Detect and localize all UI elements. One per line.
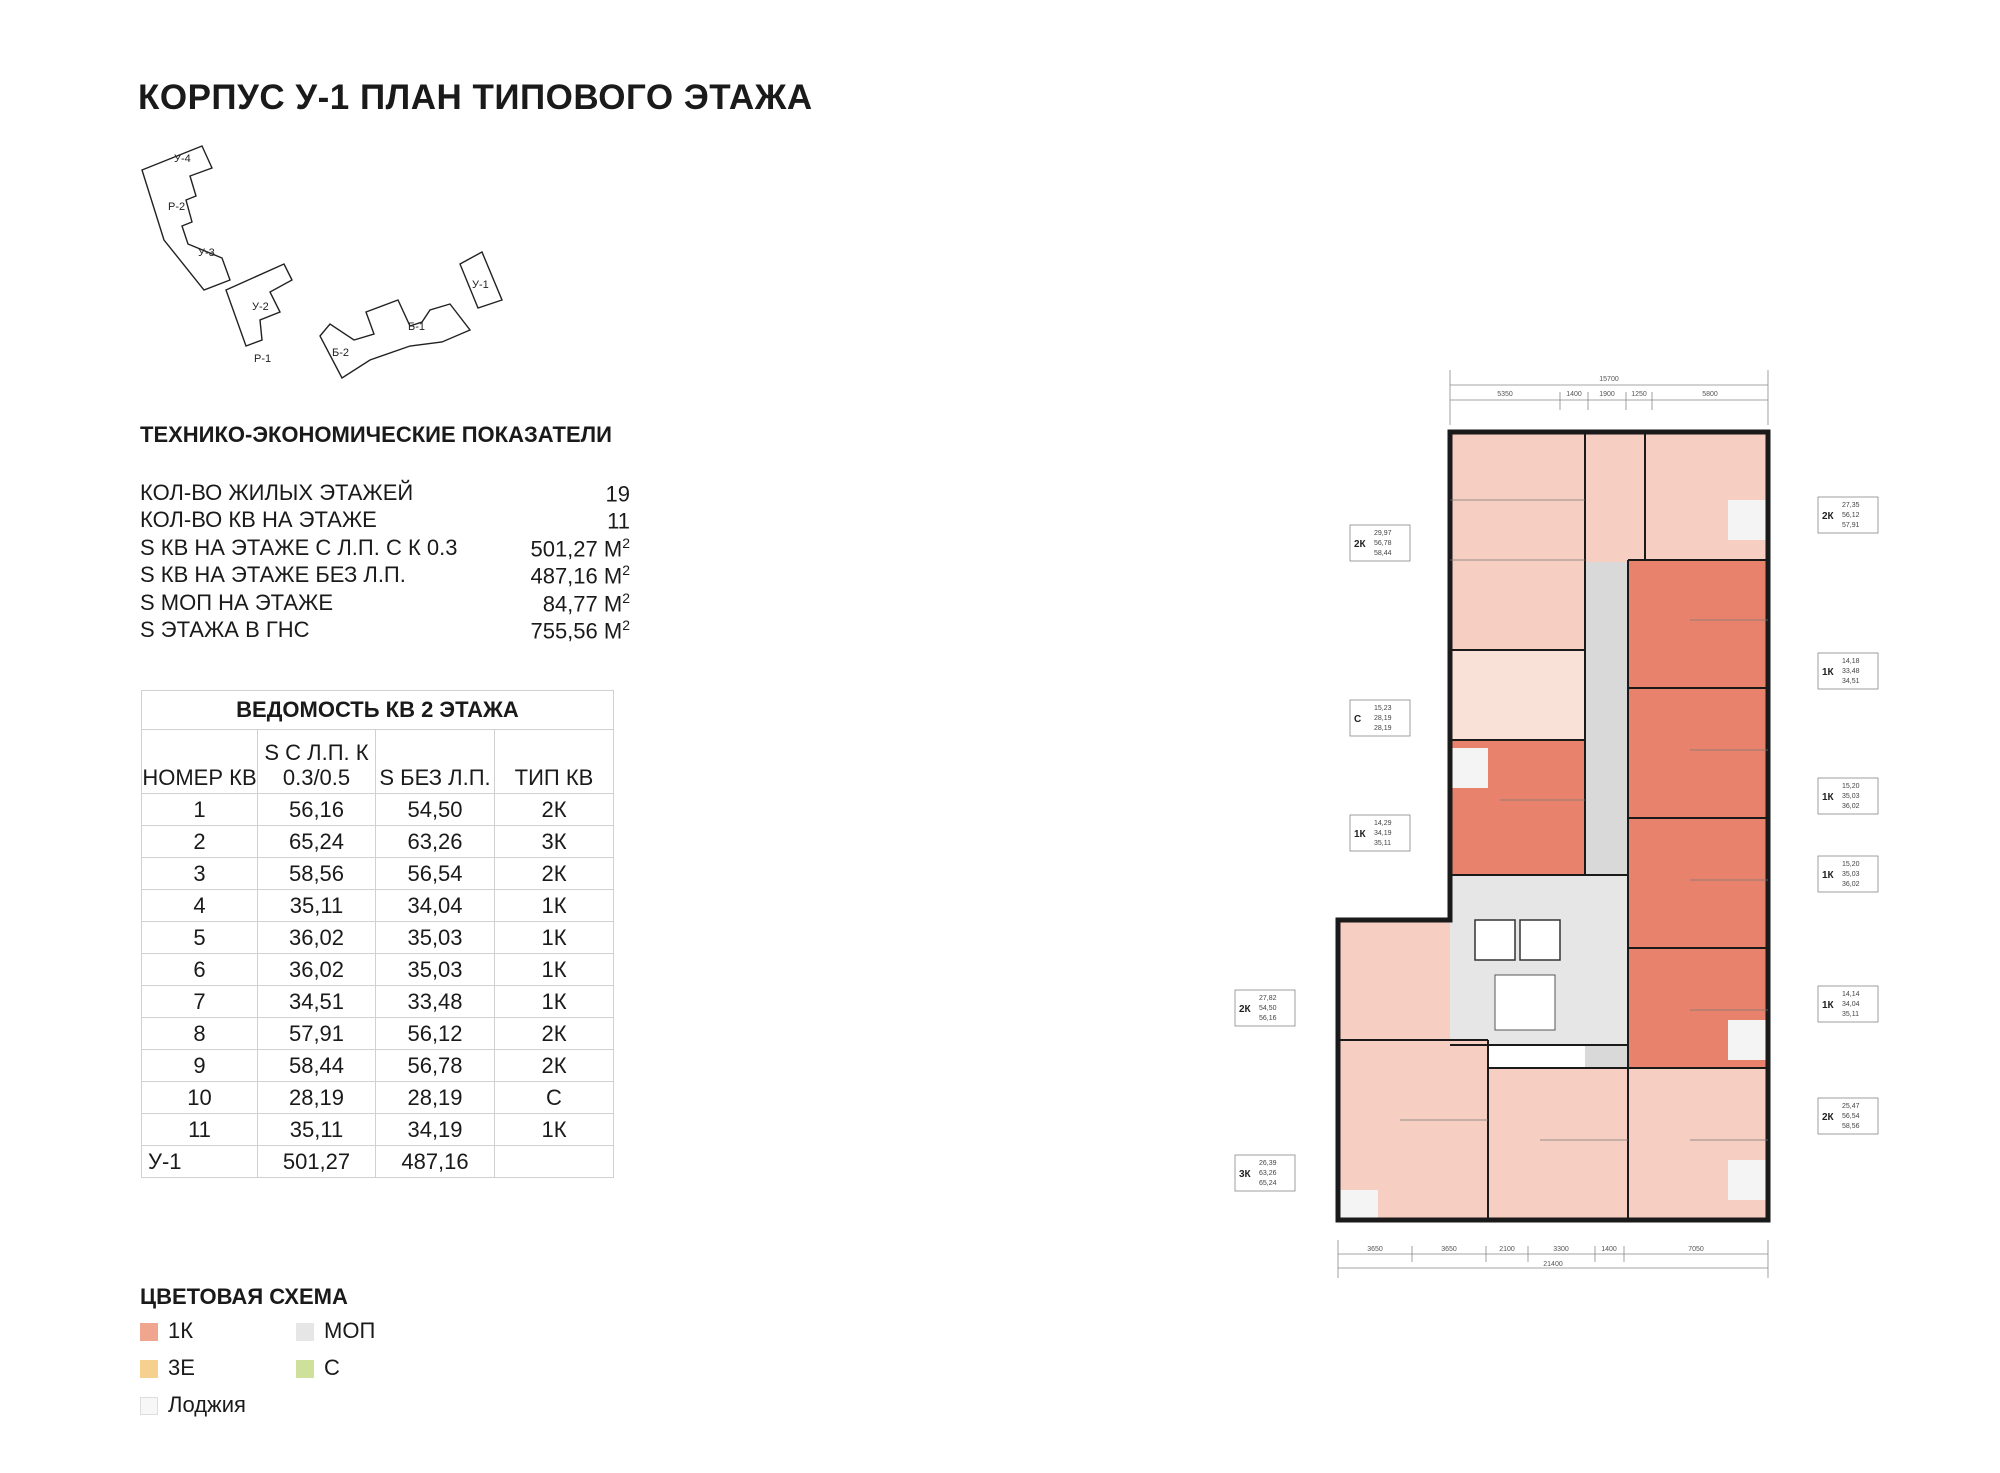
header-area-without-loggia: S БЕЗ Л.П. [376,730,495,794]
site-label: У-2 [252,301,269,313]
loggia [1728,500,1768,540]
apartment-2-living [1488,1068,1628,1220]
table-cell: 34,19 [376,1114,495,1146]
tag-area: 25,47 [1842,1103,1860,1110]
dimension-text-bottom [1367,1246,1704,1268]
tag-area: 58,56 [1842,1123,1860,1130]
table-cell: 1К [495,1114,614,1146]
tag-area: 36,02 [1842,881,1860,888]
tag-area: 28,19 [1374,725,1392,732]
tag-type: 1К [1822,1000,1834,1011]
table-cell: 57,91 [258,1018,376,1050]
tag-area: 27,35 [1842,502,1860,509]
table-cell: 7 [142,986,258,1018]
apartment-tag [1818,1098,1878,1134]
tag-type: 1К [1354,829,1366,840]
tag-area: 34,51 [1842,678,1860,685]
table-cell: 8 [142,1018,258,1050]
tag-area: 56,12 [1842,512,1860,519]
tag-area: 56,16 [1259,1015,1277,1022]
tag-area: 56,54 [1842,1113,1860,1120]
elevator-shaft [1475,920,1515,960]
dim-top: 5800 [1702,391,1718,398]
table-cell: 56,54 [376,858,495,890]
apartment-tag [1235,1155,1295,1191]
legend-label: С [324,1355,340,1380]
apartment-tag [1818,986,1878,1022]
table-cell: 1К [495,922,614,954]
table-cell: 56,16 [258,794,376,826]
header-number: НОМЕР КВ [142,730,258,794]
legend-heading: ЦВЕТОВАЯ СХЕМА [140,1284,348,1309]
tag-area: 34,04 [1842,1001,1860,1008]
tag-area: 35,03 [1842,793,1860,800]
legend-label: МОП [324,1318,376,1343]
tag-area: 14,14 [1842,991,1860,998]
header-area-with-loggia: S С Л.П. К 0.3/0.5 [258,730,376,794]
dim-overall-top: 15700 [1599,376,1619,383]
apartment-tag [1818,778,1878,814]
table-cell: 35,11 [258,890,376,922]
table-cell: 35,03 [376,922,495,954]
tag-type: 2К [1239,1004,1251,1015]
loggia [1338,1190,1378,1220]
table-cell: 1К [495,890,614,922]
tag-area: 54,50 [1259,1005,1277,1012]
table-cell: 2К [495,1018,614,1050]
site-label: Б-2 [332,347,349,359]
table-cell: 2К [495,858,614,890]
table-cell: 34,51 [258,986,376,1018]
table-cell: 28,19 [258,1082,376,1114]
tag-area: 34,19 [1374,830,1392,837]
stairwell [1495,975,1555,1030]
indicator-value-text: 487,16 М [530,563,623,589]
tag-area: 33,48 [1842,668,1860,675]
table-cell: 2К [495,794,614,826]
indicators-heading: ТЕХНИКО-ЭКОНОМИЧЕСКИЕ ПОКАЗАТЕЛИ [140,422,612,447]
table-cell: 56,12 [376,1018,495,1050]
tag-area: 14,29 [1374,820,1392,827]
tag-area: 57,91 [1842,522,1860,529]
apartment-1 [1338,920,1450,1040]
tag-area: 27,82 [1259,995,1277,1002]
tag-area: 58,44 [1374,550,1392,557]
tag-area: 26,39 [1259,1160,1277,1167]
tag-type: 2К [1822,511,1834,522]
table-cell: 1К [495,986,614,1018]
site-label: Б-1 [408,321,425,333]
table-cell: 3К [495,826,614,858]
elevator-shaft [1520,920,1560,960]
indicator-unit: 2 [622,617,630,633]
table-cell: 36,02 [258,954,376,986]
indicator-label: КОЛ-ВО ЖИЛЫХ ЭТАЖЕЙ [140,480,414,505]
tag-area: 35,03 [1842,871,1860,878]
tag-area: 28,19 [1374,715,1392,722]
site-label: У-4 [174,153,191,165]
table-cell: 35,11 [258,1114,376,1146]
apartment-tag [1350,700,1410,736]
legend-label: 3Е [168,1355,195,1380]
indicator-value-text: 501,27 М [530,536,623,562]
table-cell: У-1 [142,1146,258,1178]
dim-bottom: 2100 [1499,1246,1515,1253]
table-cell: 9 [142,1050,258,1082]
dimension-text-top [1497,376,1718,398]
table-cell: 501,27 [258,1146,376,1178]
table-cell: 63,26 [376,826,495,858]
loggia [1728,1160,1768,1200]
tag-type: С [1354,714,1362,725]
apartment-tag [1818,653,1878,689]
legend-label: 1К [168,1318,194,1343]
header-type: ТИП КВ [495,730,614,794]
indicator-value-text: 19 [605,481,630,507]
tag-type: 2К [1822,1112,1834,1123]
site-label: У-3 [198,247,215,259]
table-cell: 11 [142,1114,258,1146]
loggia [1728,1020,1768,1060]
indicator-value-text: 84,77 М [542,590,623,616]
tag-area: 63,26 [1259,1170,1277,1177]
dim-bottom: 3650 [1367,1246,1383,1253]
dim-bottom: 7050 [1688,1246,1704,1253]
dim-top: 1900 [1599,391,1615,398]
table-cell: 34,04 [376,890,495,922]
apartment-10 [1450,650,1585,740]
dim-bottom: 3300 [1553,1246,1569,1253]
indicator-label: КОЛ-ВО КВ НА ЭТАЖЕ [140,507,377,533]
table-cell: 2 [142,826,258,858]
apartment-tag [1235,990,1295,1026]
table-cell: С [495,1082,614,1114]
table-cell: 4 [142,890,258,922]
site-label: У-1 [472,279,489,291]
tag-type: 3К [1239,1169,1251,1180]
table-cell: 56,78 [376,1050,495,1082]
site-label: Р-1 [254,353,272,365]
tag-area: 14,18 [1842,658,1860,665]
indicator-label: S КВ НА ЭТАЖЕ БЕЗ Л.П. [140,562,406,588]
table-cell: 65,24 [258,826,376,858]
table-cell: 54,50 [376,794,495,826]
apartment-9-kitchen [1585,432,1645,562]
indicator-label: S КВ НА ЭТАЖЕ С Л.П. С К 0.3 [140,534,458,560]
table-cell: 1 [142,794,258,826]
table-cell: 5 [142,922,258,954]
apartment-tag [1350,815,1410,851]
tag-area: 15,23 [1374,705,1392,712]
dim-overall-bottom: 21400 [1543,1261,1563,1268]
table-cell: 487,16 [376,1146,495,1178]
apartment-8 [1645,432,1768,560]
indicator-value-text: 11 [607,508,630,534]
indicator-value-text: 755,56 М [530,618,623,644]
tag-type: 1К [1822,870,1834,881]
indicator-unit: 2 [622,534,630,551]
apartment-tag [1350,525,1410,561]
tag-type: 1К [1822,792,1834,803]
table-cell: 2К [495,1050,614,1082]
table-cell: 58,56 [258,858,376,890]
apartment-6 [1628,688,1768,818]
table-cell: 10 [142,1082,258,1114]
dim-top: 1400 [1566,391,1582,398]
indicator-label: S ЭТАЖА В ГНС [140,617,310,642]
dim-top: 1250 [1631,391,1647,398]
indicator-label: S МОП НА ЭТАЖЕ [140,589,334,615]
table-cell: 1К [495,954,614,986]
tag-area: 65,24 [1259,1180,1277,1187]
table-cell: 6 [142,954,258,986]
legend-label: Лоджия [168,1392,246,1417]
indicator-unit: 2 [622,589,630,606]
table-cell: 28,19 [376,1082,495,1114]
apartment-tag [1818,497,1878,533]
apartment-5 [1628,818,1768,948]
dim-bottom: 3650 [1441,1246,1457,1253]
dim-bottom: 1400 [1601,1246,1617,1253]
tag-area: 36,02 [1842,803,1860,810]
indicator-unit: 2 [622,562,630,579]
table-caption: ВЕДОМОСТЬ КВ 2 ЭТАЖА [142,691,614,730]
tag-type: 2К [1354,539,1366,550]
loggia [1450,748,1488,788]
page-title: КОРПУС У-1 ПЛАН ТИПОВОГО ЭТАЖА [138,78,813,117]
apartment-9 [1450,432,1585,650]
table-cell: 36,02 [258,922,376,954]
site-label: Р-2 [168,201,186,213]
tag-area: 35,11 [1842,1011,1859,1018]
tag-area: 15,20 [1842,783,1860,790]
apartment-tag [1818,856,1878,892]
tag-area: 35,11 [1374,840,1391,847]
tag-area: 56,78 [1374,540,1392,547]
table-cell: 33,48 [376,986,495,1018]
table-cell: 58,44 [258,1050,376,1082]
table-cell: 3 [142,858,258,890]
table-cell: 35,03 [376,954,495,986]
dim-top: 5350 [1497,391,1513,398]
tag-area: 29,97 [1374,530,1392,537]
tag-area: 15,20 [1842,861,1860,868]
apartment-7 [1628,560,1768,688]
tag-type: 1К [1822,667,1834,678]
